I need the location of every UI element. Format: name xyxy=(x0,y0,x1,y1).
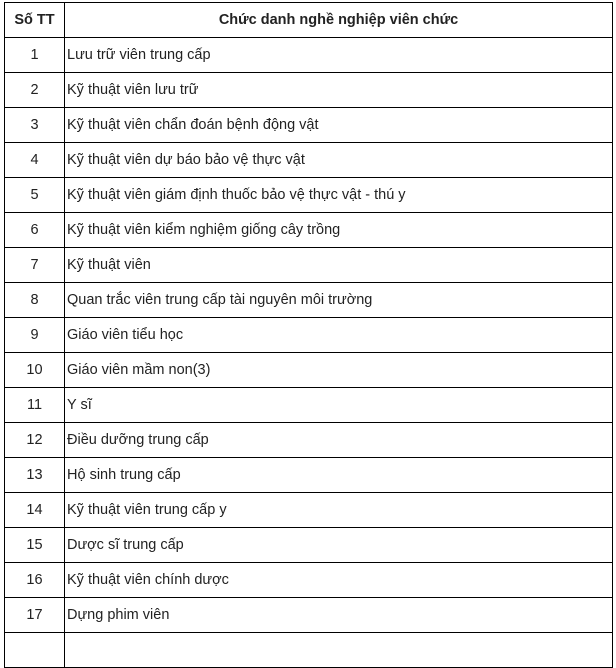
row-number: 3 xyxy=(5,108,65,143)
job-title: Kỹ thuật viên lưu trữ xyxy=(65,73,613,108)
table-row xyxy=(5,143,613,178)
table-row xyxy=(5,423,613,458)
job-title xyxy=(65,633,613,668)
job-title: Điều dưỡng trung cấp xyxy=(65,423,613,458)
table-row xyxy=(5,388,613,423)
job-title: Kỹ thuật viên chính dược xyxy=(65,563,613,598)
table-row xyxy=(5,458,613,493)
job-title: Quan trắc viên trung cấp tài nguyên môi trường xyxy=(65,283,613,318)
table-row xyxy=(5,493,613,528)
job-title: Kỹ thuật viên trung cấp y xyxy=(65,493,613,528)
table-row xyxy=(5,73,613,108)
column-header-number: Số TT xyxy=(5,3,65,38)
job-title: Y sĩ xyxy=(65,388,613,423)
job-title: Kỹ thuật viên giám định thuốc bảo vệ thực vật - thú y xyxy=(65,178,613,213)
row-number: 17 xyxy=(5,598,65,633)
job-title: Kỹ thuật viên xyxy=(65,248,613,283)
table-row xyxy=(5,528,613,563)
row-number: 14 xyxy=(5,493,65,528)
row-number xyxy=(5,633,65,668)
row-number: 15 xyxy=(5,528,65,563)
job-title: Kỹ thuật viên chẩn đoán bệnh động vật xyxy=(65,108,613,143)
table-body xyxy=(5,38,613,668)
row-number: 11 xyxy=(5,388,65,423)
row-number: 7 xyxy=(5,248,65,283)
column-header-title: Chức danh nghề nghiệp viên chức xyxy=(65,3,613,38)
job-title: Kỹ thuật viên kiểm nghiệm giống cây trồng xyxy=(65,213,613,248)
job-title: Lưu trữ viên trung cấp xyxy=(65,38,613,73)
job-title: Hộ sinh trung cấp xyxy=(65,458,613,493)
row-number: 16 xyxy=(5,563,65,598)
table-row xyxy=(5,38,613,73)
table-row xyxy=(5,598,613,633)
row-number: 8 xyxy=(5,283,65,318)
table-row xyxy=(5,108,613,143)
table-row xyxy=(5,353,613,388)
row-number: 4 xyxy=(5,143,65,178)
table-row xyxy=(5,318,613,353)
row-number: 9 xyxy=(5,318,65,353)
row-number: 6 xyxy=(5,213,65,248)
job-title: Dược sĩ trung cấp xyxy=(65,528,613,563)
row-number: 12 xyxy=(5,423,65,458)
job-title: Kỹ thuật viên dự báo bảo vệ thực vật xyxy=(65,143,613,178)
job-title: Giáo viên mầm non(3) xyxy=(65,353,613,388)
job-title: Giáo viên tiểu học xyxy=(65,318,613,353)
row-number: 1 xyxy=(5,38,65,73)
job-title: Dựng phim viên xyxy=(65,598,613,633)
table-header-row xyxy=(5,3,613,38)
table-row xyxy=(5,633,613,668)
table-row xyxy=(5,178,613,213)
row-number: 13 xyxy=(5,458,65,493)
table-row xyxy=(5,213,613,248)
table-row xyxy=(5,248,613,283)
row-number: 10 xyxy=(5,353,65,388)
job-titles-table xyxy=(4,2,613,668)
table-row xyxy=(5,283,613,318)
table-row xyxy=(5,563,613,598)
row-number: 5 xyxy=(5,178,65,213)
row-number: 2 xyxy=(5,73,65,108)
